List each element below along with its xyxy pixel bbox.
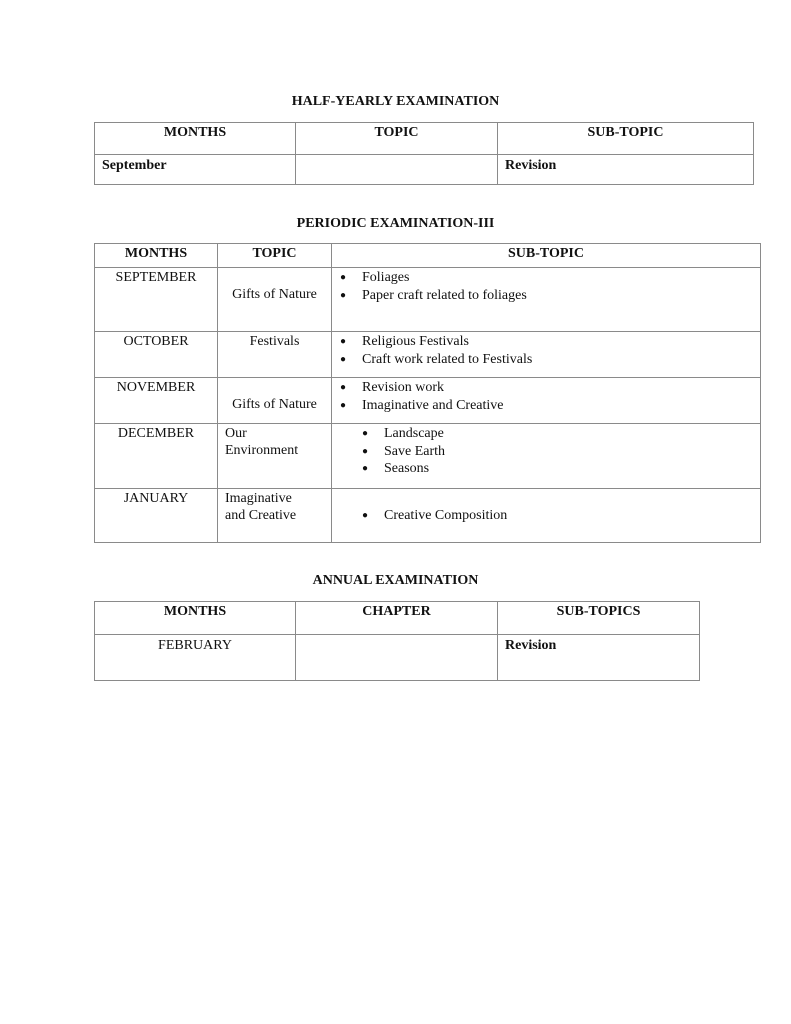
sub-topic-item: ● Landscape [332,425,760,443]
table-row [95,378,761,424]
month-cell: OCTOBER [95,332,218,378]
topic-cell: Gifts of Nature [218,268,332,332]
table-row [95,155,754,185]
header-months: MONTHS [95,123,296,155]
header-chapter: CHAPTER [296,602,498,635]
periodic-table [94,243,761,543]
annual-table [94,601,700,681]
header-sub-topic: SUB-TOPIC [498,123,754,155]
periodic-title: PERIODIC EXAMINATION-III [296,216,495,231]
annual-title: ANNUAL EXAMINATION [312,573,479,588]
sub-topic-item: ● Save Earth [332,443,760,461]
sub-topic-item: ● Foliages [332,269,760,287]
sub-topic-item: ● Paper craft related to foliages [332,287,760,305]
header-topic: TOPIC [218,244,332,268]
sub-topic-cell [332,268,761,332]
topic-cell [296,155,498,185]
sub-topic-cell [332,489,761,543]
topic-cell [218,424,332,489]
half-yearly-title: HALF-YEARLY EXAMINATION [291,94,500,109]
sub-topic-cell [332,424,761,489]
sub-topic-item: ● Seasons [332,460,760,478]
topic-line: Imaginative [225,491,292,506]
topic-cell: Festivals [218,332,332,378]
table-row [95,489,761,543]
header-months: MONTHS [95,244,218,268]
sub-topic-item: ● Imaginative and Creative [332,397,760,415]
table-row [95,424,761,489]
month-cell: SEPTEMBER [95,268,218,332]
month-cell: NOVEMBER [95,378,218,424]
topic-line: and Creative [225,508,297,523]
month-cell: FEBRUARY [95,635,296,681]
table-row [95,332,761,378]
month-cell: JANUARY [95,489,218,543]
sub-topic-cell: Revision [498,635,700,681]
sub-topic-item: ● Religious Festivals [332,333,760,351]
table-row [95,635,700,681]
topic-line: Environment [225,443,299,458]
sub-topic-cell: Revision [498,155,754,185]
sub-topic-item: ● Revision work [332,379,760,397]
sub-topic-item: ● Creative Composition [332,507,760,525]
header-months: MONTHS [95,602,296,635]
topic-line: Our [225,426,247,441]
sub-topic-item: ● Craft work related to Festivals [332,351,760,369]
half-yearly-table [94,122,754,185]
header-topic: TOPIC [296,123,498,155]
table-row [95,268,761,332]
sub-topic-cell [332,378,761,424]
chapter-cell [296,635,498,681]
sub-topic-cell [332,332,761,378]
month-cell: September [95,155,296,185]
header-sub-topic: SUB-TOPIC [332,244,761,268]
topic-cell: Gifts of Nature [218,378,332,424]
topic-cell [218,489,332,543]
header-sub-topics: SUB-TOPICS [498,602,700,635]
month-cell: DECEMBER [95,424,218,489]
